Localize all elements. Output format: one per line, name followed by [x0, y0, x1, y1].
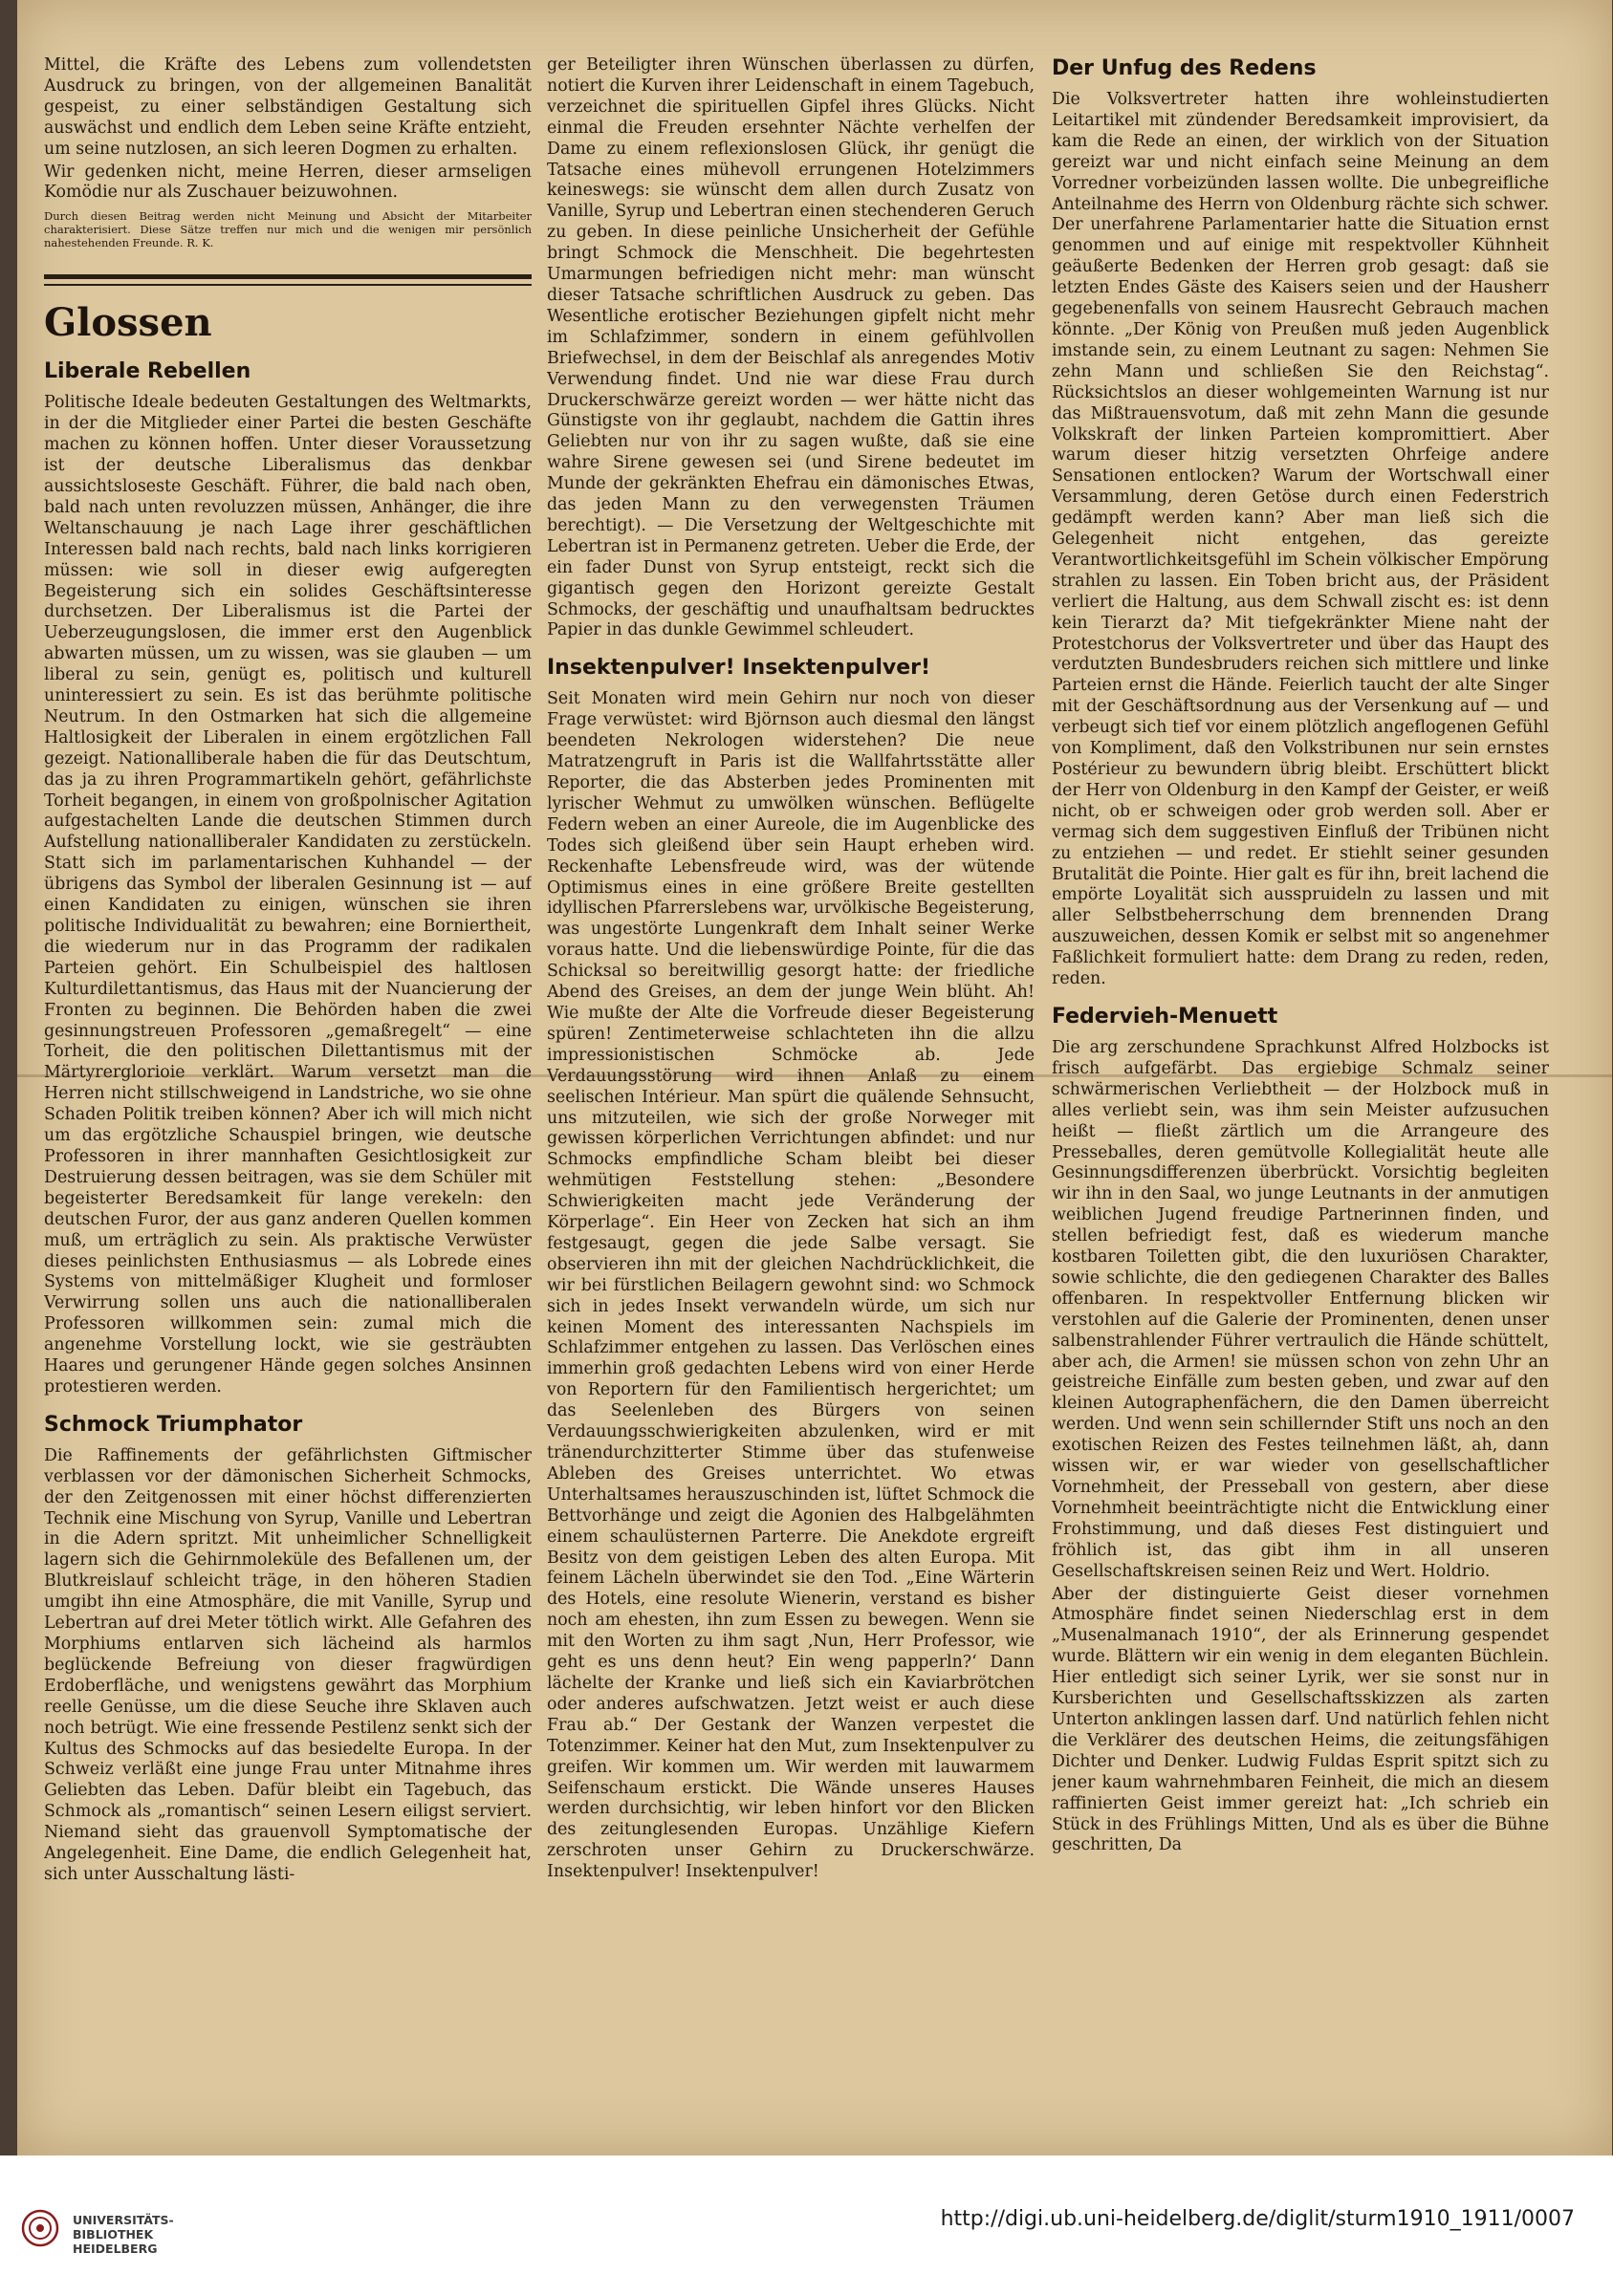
article-paragraph: ger Beteiligter ihren Wünschen überlassen zu dürfen, notiert die Kurven ihrer Leidenschaft in einem Tagebuch, verzeichnet die spirituellen Gipfel ihres Glücks. Nicht einmal die Freuden ersehnter Nächte verhelfen der Dame zu einem reflexionslosen Glück, ihr genügt die Tatsache eines mühevoll errungenen Hotelzimmers keineswegs: sie wünscht dem allen durch Zusatz von Vanille, Syrup und Lebertran einen stechenderen Geruch zu geben. In diese peinliche Unsicherheit der Gefühle bringt Schmock die Menschheit. Die begehrtesten Umarmungen befriedigen nicht mehr: man wünscht dieser Tatsache schriftlichen Ausdruck zu geben. Das Wesentliche erotischer Beziehungen gipfelt nicht mehr im Schlafzimmer, sondern in einem gefühlvollen Briefwechsel, in dem der Beischlaf als anregendes Motiv Verwendung findet. Und nie war diese Frau durch Druckerschwärze gereizt worden — wer hätte nicht das Günstigste von ihr geglaubt, nachdem die Gattin ihres Geliebten nur von ihr zu sagen wußte, daß sie eine wahre Sirene gewesen sei (und Sirene bedeutet im Munde der gekränkten Ehefrau ein dämonisches Etwas, das jeden Mann zu den verwegensten Träumen berechtigt). — Die Versetzung der Weltgeschichte mit Lebertran ist in Permanenz getreten. Ueber die Erde, der ein fader Dunst von Syrup entsteigt, reckt sich die gigantisch gegen den Horizont gereizte Gestalt Schmocks, der geschäftig und unaufhaltsam bedrucktes Papier in das dunkle Gewimmel schleudert.	[547, 55, 1035, 640]
article-paragraph: Die Raffinements der gefährlichsten Giftmischer verblassen vor der dämonischen Sicherheit Schmocks, der den Zeitgenossen mit einer höchst differenzierten Technik eine Mischung von Syrup, Vanille und Lebertran in die Adern spritzt. Mit unheimlicher Schnelligkeit lagern sich die Gehirnmoleküle des Befallenen um, der Blutkreislauf schleicht träge, in den höheren Stadien umgibt ihn eine Atmosphäre, die mit Vanille, Syrup und Lebertran auf drei Meter tötlich wirkt. Alle Gefahren des Morphiums entlarven sich lächeind als harmlos beglückende Befreiung von dieser fragwürdigen Erdoberfläche, und wenigstens gewährt das Morphium reelle Genüsse, um die diese Seuche ihre Sklaven auch noch betrügt. Wie eine fressende Pestilenz senkt sich der Kultus des Schmocks auf das besiedelte Europa. In der Schweiz verläßt eine junge Frau unter Mitnahme ihres Geliebten das Leben. Dafür bleibt ein Tagebuch, das Schmock als „romantisch“ seinen Lesern eiligst serviert. Niemand sieht das grauenvoll Symptomatische der Angelegenheit. Eine Dame, die endlich Gelegenheit hat, sich unter Ausschaltung lästi-	[44, 1445, 532, 1884]
university-seal-icon	[21, 2209, 59, 2247]
article-title-unfug-des-redens: Der Unfug des Redens	[1052, 56, 1317, 80]
intro-paragraph: Mittel, die Kräfte des Lebens zum vollendetsten Ausdruck zu bringen, von der allgemeinen Banalität gespeist, zu einer selbständigen Gestaltung sich auswächst und endlich dem Leben seine Kräfte entzieht, um seine nutzlosen, an sich leeren Dogmen zu erhalten.	[44, 55, 532, 159]
column-right	[1052, 55, 1549, 2130]
column-middle	[547, 55, 1035, 2130]
article-title-insektenpulver: Insektenpulver! Insektenpulver!	[547, 656, 931, 681]
library-name-line: UNIVERSITÄTS-	[73, 2213, 174, 2227]
article-paragraph: Seit Monaten wird mein Gehirn nur noch von dieser Frage verwüstet: wird Björnson auch diesmal den längst beendeten Nekrologen widerstehen? Die neue Matratzengruft in Paris ist die Wallfahrtsstätte aller Reporter, die das Absterben jedes Prominenten mit lyrischer Wehmut zu umwölken wünschen. Beflügelte Federn weben an einer Aureole, die im Augenblicke des Todes sich gleißend über sein Haupt erheben wird. Reckenhafte Lebensfreude wird, was der wütende Optimismus eines in eine größere Breite gestellten idyllischen Pfarrerslebens war, urvölkische Begeisterung, was ungestörte Lungenkraft dem Inhalt seiner Werke voraus hatte. Und die liebenswürdige Pointe, für die das Schicksal so bereitwillig gesorgt hatte: der friedliche Abend des Greises, an dem der junge Wein blüht. Ah! Wie mußte der Alte die Vorfreude dieser Begeisterung spüren! Zentimeterweise schlachteten ihn die allzu impressionistischen Schmöcke ab. Jede Verdauungsstörung wird ihnen Anlaß zu einem seelischen Intérieur. Man spürt die quälende Sehnsucht, uns mitzuteilen, wie sich der große Norweger mit gewissen körperlichen Verrichtungen abfindet: und nur Schmocks empfindliche Scham bleibt bei dieser wehmütigen Feststellung stehen: „Besondere Schwierigkeiten macht jede Veränderung der Körperlage“. Ein Heer von Zecken hat sich an ihm festgesaugt, gegen die jede Salbe versagt. Sie observieren ihn mit der gleichen Nachdrücklichkeit, die wir bei fürstlichen Beilagern gewohnt sind: wo Schmock sich in jedes Insekt verwandeln würde, um sich nur keinen Moment des interessanten Nachspiels im Schlafzimmer entgehen zu lassen. Das Verlöschen eines immerhin groß gedachten Lebens wird von einer Herde von Reportern für den Familientisch hergerichtet; um das Seelenleben des Bürgers von seinen Verdauungsschwierigkeiten abzulenken, wird er mit tränendurchzitterter Stimme über das stufenweise Ableben des Greises unterrichtet. Wo etwas Unterhaltsames herauszuschinden ist, lüftet Schmock die Bettvorhänge und zeigt die Agonien des Halbgelähmten einem schaulüsternen Parterre. Die Anekdote ergreift Besitz von dem geistigen Leben des alten Europa. Mit feinem Lächeln überwindet sie den Tod. „Eine Wärterin des Hotels, eine resolute Wienerin, verstand es bisher noch am ehesten, ihn zum Essen zu bewegen. Wenn sie mit den Worten zu ihm sagt ‚Nun, Herr Professor, wie geht es uns denn heut? Ein weng papperln?‘ Dann lächelte der Kranke und ließ sich ein Kaviarbrötchen oder anderes aufschwatzen. Jetzt weist er auch diese Frau ab.“ Der Gestank der Wanzen verpestet die Totenzimmer. Keiner hat den Mut, zum Insektenpulver zu greifen. Wir kommen um. Wir werden mit lauwarmem Seifenschaum erstickt. Die Wände unseres Hauses werden durchsichtig, wir leben hinfort vor den Blicken des zeitunglesenden Europas. Unzählige Kiefern zerschroten unser Gehirn zu Druckerschwärze. Insektenpulver! Insektenpulver!	[547, 689, 1035, 1882]
column-left	[44, 55, 532, 2130]
article-title-liberale-rebellen: Liberale Rebellen	[44, 359, 251, 384]
newspaper-page	[17, 0, 1612, 2155]
source-url-link[interactable]: http://digi.ub.uni-heidelberg.de/diglit/sturm1910_1911/0007	[940, 2207, 1575, 2231]
library-name	[73, 2213, 174, 2256]
section-divider	[44, 274, 532, 286]
library-footer	[0, 2155, 1613, 2296]
article-paragraph: Aber der distinguierte Geist dieser vornehmen Atmosphäre findet seinen Niederschlag erst in dem „Musenalmanach 1910“, der als Erinnerung gespendet wurde. Blättern wir ein wenig in dem eleganten Büchlein. Hier entledigt sich seiner Lyrik, wer sie sonst nur in Kursberichten und Gesellschaftsskizzen als zarten Unterton anklingen lassen darf. Und natürlich fehlen nicht die Verklärer des deutschen Heims, die zeitungsfähigen Dichter und Denker. Ludwig Fuldas Esprit spitzt sich zu jener kaum wahrnehmbaren Feinheit, die mich an diesem raffinierten Geist immer gereizt hat: „Ich schrieb ein Stück in des Frühlings Mitten, Und als es über die Bühne geschritten, Da	[1052, 1584, 1549, 1855]
library-name-line: HEIDELBERG	[73, 2242, 158, 2256]
article-paragraph: Die arg zerschundene Sprachkunst Alfred Holzbocks ist frisch aufgefärbt. Das ergiebige Schmalz seiner schwärmerischen Verliebtheit — der Holzbock muß in alles verliebt sein, was ihm sein Meister aufzusuchen heißt — fließt zärtlich um die Arrangeure des Presseballes, deren gemütvolle Kollegialität heute alle Gesinnungsdifferenzen überbrückt. Vorsichtig begleiten wir ihn in den Saal, wo junge Leutnants in der anmutigen weiblichen Jugend freudige Partnerinnen finden, und stellen befriedigt fest, daß es wiederum manche kostbaren Toiletten gibt, die den luxuriösen Charakter, sowie schlichte, die den gediegenen Charakter des Balles offenbaren. In respektvoller Entfernung blicken wir verstohlen auf die Galerie der Prominenten, denen unser salbenstrahlender Führer vertraulich die Hände schüttelt, aber ach, die Armen! sie müssen schon von zehn Uhr an geistreiche Einfälle zum besten geben, und zwar auf den kleinen Autographenfächern, die den Damen überreicht werden. Und wenn sein schillernder Stift uns noch an den exotischen Reizen des Festes teilnehmen läßt, ah, dann wissen wir, er war wieder von gesellschaftlicher Vornehmheit, der Presseball von gestern, aber diese Vornehmheit beeinträchtigte nicht die Entwicklung einer Frohstimmung, und daß dieses Fest distinguiert und fröhlich ist, das gibt ihm in all unseren Gesellschaftskreisen seinen Reiz und Wert. Holdrio.	[1052, 1037, 1549, 1581]
editor-note: Durch diesen Beitrag werden nicht Meinung und Absicht der Mitarbeiter charakterisiert. Diese Sätze treffen nur mich und die wenigen mir persönlich nahestehenden Freunde. R. K.	[44, 209, 532, 250]
section-title-glossen: Glossen	[44, 300, 212, 346]
library-name-line: BIBLIOTHEK	[73, 2227, 154, 2242]
intro-paragraph: Wir gedenken nicht, meine Herren, dieser armseligen Komödie nur als Zuschauer beizuwohnen.	[44, 162, 532, 203]
article-title-schmock-triumphator: Schmock Triumphator	[44, 1412, 303, 1437]
article-paragraph: Die Volksvertreter hatten ihre wohleinstudierten Leitartikel mit zündender Beredsamkeit improvisiert, da kam die Rede an einen, der wirklich von der Situation gereizt war und nicht einfach seine Meinung an dem Vorredner vorbeizünden lassen wollte. Die unbegreifliche Anteilnahme des Herrn von Oldenburg rächte sich schwer. Der unerfahrene Parlamentarier hatte die Situation ernst genommen und auf einige mit respektvoller Kühnheit geäußerte Bedenken der Herren grob gesagt: daß sie letzten Endes Gäste des Kaisers seien und der Hausherr gegebenenfalls von seinem Hausrecht Gebrauch machen könnte. „Der König von Preußen muß jeden Augenblick imstande sein, zu einem Leutnant zu sagen: Nehmen Sie zehn Mann und schließen Sie den Reichstag“. Rücksichtslos an dieser wohlgemeinten Warnung ist nur das Mißtrauensvotum, daß mit zehn Mann die gesunde Volkskraft der linken Parteien kompromittiert. Aber warum dieser hitzig versetzten Ohrfeige andere Sensationen entlocken? Warum der Wortschwall einer Versammlung, deren Getöse durch einen Federstrich gedämpft werden kann? Aber man ließ sich die Gelegenheit nicht entgehen, das gereizte Verantwortlichkeitsgefühl im Schein völkischer Empörung strahlen zu lassen. Ein Toben bricht aus, der Präsident verliert die Haltung, aus dem Schwall zischt es: ist denn kein Tierarzt da? Mit tiefgekränkter Miene naht der Protestchorus der Volksvertreter und über das Haupt des verdutzten Bundesbruders reichen sich mittlere und linke Parteien ernst die Hände. Feierlich taucht der alte Singer mit der Geschäftsordnung aus der Versenkung auf — und verbeugt sich tief vor einem plötzlich angeflogenen Gefühl von Kompliment, daß den Volkstribunen nur sein ernstes Postérieur zu bewundern übrig bleibt. Erschüttert blickt der Herr von Oldenburg in den Kampf der Geister, er weiß nicht, ob er schweigen oder grob werden soll. Aber er vermag sich dem suggestiven Einfluß der Tribünen nicht zu entziehen — und redet. Er stiehlt seiner gesunden Brutalität die Pointe. Hier galt es für ihn, breit lachend die empörte Loyalität sich ausspruideln zu lassen und mit aller Selbstbeherrschung dem brennenden Drang auszuweichen, dessen Komik er selbst mit so angenehmer Faßlichkeit formuliert hatte: dem Drang zu reden, reden, reden.	[1052, 90, 1549, 989]
article-title-federvieh-menuett: Federvieh-Menuett	[1052, 1004, 1278, 1029]
article-paragraph: Politische Ideale bedeuten Gestaltungen des Weltmarkts, in der die Mitglieder einer Partei die besten Geschäfte machen zu können hoffen. Unter dieser Voraussetzung ist der deutsche Liberalismus das denkbar aussichtsloseste Geschäft. Führer, die bald nach oben, bald nach unten revoluzzen müssen, Anhänger, die ihre Weltanschauung je nach Lage ihrer geschäftlichen Interessen bald nach rechts, bald nach links korrigieren müssen: wie soll in dieser ewig aufgeregten Begeisterung sich ein solides Geschäftsinteresse durchsetzen. Der Liberalismus ist die Partei der Ueberzeugungslosen, die immer erst den Augenblick abwarten müssen, um zu wissen, was sie glauben — um liberal zu sein, genügt es, politisch und kulturell uninteressiert zu sein. Es ist das berühmte politische Neutrum. In den Ostmarken hat sich die allgemeine Haltlosigkeit der Liberalen in einem ergötzlichen Fall gezeigt. Nationalliberale haben die für das Deutschtum, das ja zu ihren Programmartikeln gehört, gefährlichste Torheit begangen, in einem von großpolnischer Agitation aufgestachelten Lande die deutschen Stimmen durch Aufstellung nationalliberaler Kandidaten zu zerstückeln. Statt sich im parlamentarischen Kuhhandel — der übrigens das Symbol der liberalen Gesinnung ist — auf einen Kandidaten zu einigen, wünschen sie ihren politische Individualität zu bewahren; eine Borniertheit, die wiederum nur in das Programm der radikalen Parteien gehört. Ein Schulbeispiel des haltlosen Kulturdilettantismus, das Haus mit der Nuancierung der Fronten zu beginnen. Die Behörden haben die zwei gesinnungstreuen Professoren „gemaßregelt“ — eine Torheit, die den politischen Dilettantismus mit der Märtyrerglorioie verklärt. Warum versetzt man die Herren nicht stillschweigend in Landstriche, wo sie ohne Schaden Politik treiben können? Aber ich will mich nicht um das ergötzliche Schauspiel bringen, wie deutsche Professoren in ihrer mannhaften Gesichtlosigkeit zur Destruierung dessen beitragen, was sie dem Schüler mit begeisterter Beredsamkeit für lange verekeln: den deutschen Furor, der aus ganz anderen Quellen kommen muß, um erträglich zu sein. Als praktische Verwüster dieses peinlichsten Enthusiasmus — als Lobrede eines Systems von mittelmäßiger Klugheit und formloser Verwirrung sollen uns auch die nationalliberalen Professoren willkommen sein: zumal mich die angenehme Vorstellung lockt, wie sie gesträubten Haares und gerungener Hände gegen solches Ansinnen protestieren werden.	[44, 393, 532, 1397]
